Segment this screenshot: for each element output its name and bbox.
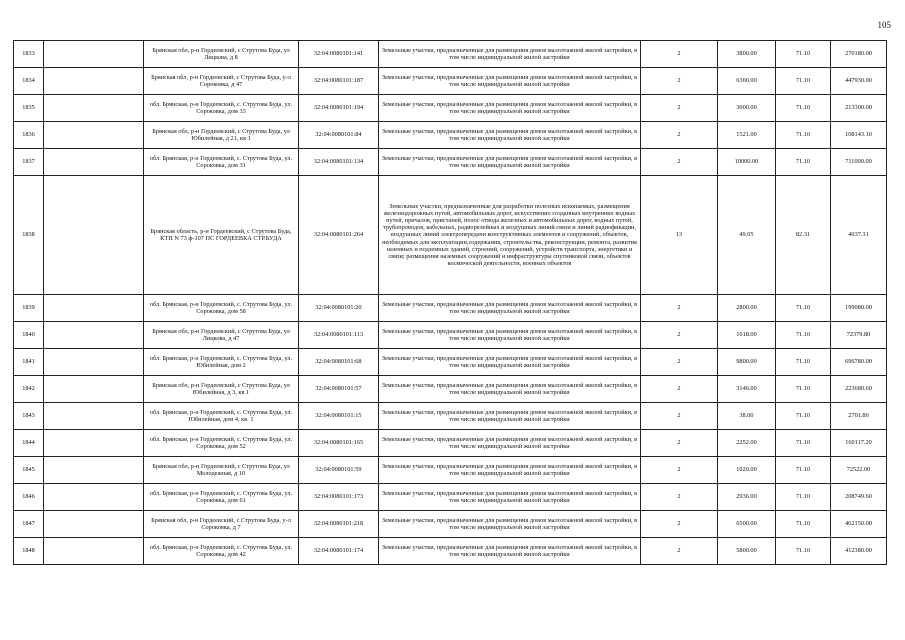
address-cell: обл. Брянская, р-н Гордеевский, с. Струтова Буда, ул. Сороковка, дом 58 xyxy=(144,295,299,322)
gap-cell xyxy=(44,403,144,430)
permitted-use-cell: Земельные участки, предназначенные для размещения домов малоэтажной жилой застройки, в том числе индивидуальной жилой застройки xyxy=(379,538,641,565)
cadastral-value-cell: 270180.00 xyxy=(831,41,887,68)
group-code-cell: 13 xyxy=(641,176,718,295)
permitted-use-cell: Земельные участки, предназначенные для размещения домов малоэтажной жилой застройки, в том числе индивидуальной жилой застройки xyxy=(379,149,641,176)
area-cell: 5800.00 xyxy=(718,538,776,565)
cadastral-value-cell: 711000.00 xyxy=(831,149,887,176)
row-number: 1843 xyxy=(14,403,44,430)
address-cell: обл. Брянская, р-н Гордеевский, с. Струтова Буда, ул. Сороковка, дом 31 xyxy=(144,149,299,176)
group-code-cell: 2 xyxy=(641,122,718,149)
permitted-use-cell: Земельные участки, предназначенные для размещения домов малоэтажной жилой застройки, в том числе индивидуальной жилой застройки xyxy=(379,349,641,376)
specific-value-cell: 71.10 xyxy=(776,484,831,511)
row-number: 1841 xyxy=(14,349,44,376)
row-number: 1834 xyxy=(14,68,44,95)
address-cell: Брянская обл, р-н Гордеевский, с Струтова Буда, у-л Сороковка, д 47 xyxy=(144,68,299,95)
gap-cell xyxy=(44,68,144,95)
permitted-use-cell: Земельные участки, предназначенные для размещения домов малоэтажной жилой застройки, в том числе индивидуальной жилой застройки xyxy=(379,403,641,430)
specific-value-cell: 71.10 xyxy=(776,41,831,68)
cadastral-number-cell: 32:04:0080101:84 xyxy=(299,122,379,149)
gap-cell xyxy=(44,538,144,565)
group-code-cell: 2 xyxy=(641,457,718,484)
table-row xyxy=(14,430,887,457)
row-number: 1842 xyxy=(14,376,44,403)
area-cell: 10000.00 xyxy=(718,149,776,176)
gap-cell xyxy=(44,295,144,322)
specific-value-cell: 71.10 xyxy=(776,122,831,149)
area-cell: 2252.00 xyxy=(718,430,776,457)
row-number: 1836 xyxy=(14,122,44,149)
cadastral-value-cell: 412380.00 xyxy=(831,538,887,565)
specific-value-cell: 71.10 xyxy=(776,457,831,484)
table-row xyxy=(14,295,887,322)
permitted-use-cell: Земельные участки, предназначенные для размещения домов малоэтажной жилой застройки, в том числе индивидуальной жилой застройки xyxy=(379,511,641,538)
row-number: 1846 xyxy=(14,484,44,511)
address-cell: Брянская обл, р-н Гордеевский, с Струтова Буда, ул Лицкова, д 8 xyxy=(144,41,299,68)
cadastral-value-cell: 213300.00 xyxy=(831,95,887,122)
specific-value-cell: 71.10 xyxy=(776,511,831,538)
cadastral-number-cell: 32:04:0080101:141 xyxy=(299,41,379,68)
gap-cell xyxy=(44,95,144,122)
table-row xyxy=(14,538,887,565)
cadastral-value-cell: 696780.00 xyxy=(831,349,887,376)
group-code-cell: 2 xyxy=(641,403,718,430)
cadastral-number-cell: 32:04:0080101:59 xyxy=(299,457,379,484)
table-body xyxy=(14,41,887,565)
specific-value-cell: 71.10 xyxy=(776,149,831,176)
gap-cell xyxy=(44,349,144,376)
permitted-use-cell: Земельные участки, предназначенные для размещения домов малоэтажной жилой застройки, в том числе индивидуальной жилой застройки xyxy=(379,376,641,403)
group-code-cell: 2 xyxy=(641,149,718,176)
group-code-cell: 2 xyxy=(641,68,718,95)
specific-value-cell: 71.10 xyxy=(776,295,831,322)
permitted-use-cell: Земельные участки, предназначенные для размещения домов малоэтажной жилой застройки, в том числе индивидуальной жилой застройки xyxy=(379,484,641,511)
cadastral-number-cell: 32:04:0080101:68 xyxy=(299,349,379,376)
group-code-cell: 2 xyxy=(641,95,718,122)
address-cell: Брянская обл, р-н Гордеевский, с Струтова Буда, ул Юбилейная, д 3, кв 1 xyxy=(144,376,299,403)
row-number: 1835 xyxy=(14,95,44,122)
cadastral-number-cell: 32:04:0080101:165 xyxy=(299,430,379,457)
row-number: 1847 xyxy=(14,511,44,538)
area-cell: 3146.00 xyxy=(718,376,776,403)
cadastral-number-cell: 32:04:0080101:173 xyxy=(299,484,379,511)
cadastral-number-cell: 32:04:0080101:15 xyxy=(299,403,379,430)
cadastral-value-cell: 108143.10 xyxy=(831,122,887,149)
specific-value-cell: 82.31 xyxy=(776,176,831,295)
address-cell: обл. Брянская, р-н Гордеевский, с. Струтова Буда, ул. Сороковка, дом 33 xyxy=(144,95,299,122)
group-code-cell: 2 xyxy=(641,538,718,565)
gap-cell xyxy=(44,484,144,511)
table-row xyxy=(14,176,887,295)
address-cell: обл. Брянская, р-н Гордеевский, с. Струтова Буда, ул. Юбилейная, дом 4, кв. 1 xyxy=(144,403,299,430)
gap-cell xyxy=(44,511,144,538)
table-row xyxy=(14,41,887,68)
gap-cell xyxy=(44,430,144,457)
cadastral-value-cell: 72379.80 xyxy=(831,322,887,349)
specific-value-cell: 71.10 xyxy=(776,538,831,565)
permitted-use-cell: Земельные участки, предназначенные для разработки полезных ископаемых, размещения железнодорожных путей, автомобильных дорог, искусственно созданных внутренних водных путей, причалов, пристаней, полос отвода железных и автомобильных дорог, водных путей, трубопроводов, кабельных, радиорелейных и воздушных линий связи и линий радиофикации, воздушных линий электропередачи конструктивных элементов и сооружений, объектов, необходимых для эксплуатации,содержания, строительства, реконструкции, ремонта, развития наземных и подземных зданий, строений, сооружений, устройств транспорта, энергетики и связи; размещения наземных сооружений и инфраструктуры спутниковой связи, объектов космической деятельности, военных объектов xyxy=(379,176,641,295)
address-cell: Брянская обл, р-н Гордеевский, с Струтова Буда, ул Лицкова, д 47 xyxy=(144,322,299,349)
gap-cell xyxy=(44,376,144,403)
address-cell: Брянская обл, р-н Гордеевский, с Струтова Буда, у-л Сороковка, д 7 xyxy=(144,511,299,538)
specific-value-cell: 71.10 xyxy=(776,95,831,122)
permitted-use-cell: Земельные участки, предназначенные для размещения домов малоэтажной жилой застройки, в том числе индивидуальной жилой застройки xyxy=(379,295,641,322)
group-code-cell: 2 xyxy=(641,511,718,538)
table-row xyxy=(14,349,887,376)
group-code-cell: 2 xyxy=(641,295,718,322)
address-cell: обл. Брянская, р-н Гордеевский, с. Струтова Буда, ул. Юбилейная, дом 2 xyxy=(144,349,299,376)
row-number: 1848 xyxy=(14,538,44,565)
area-cell: 1018.00 xyxy=(718,322,776,349)
specific-value-cell: 71.10 xyxy=(776,322,831,349)
gap-cell xyxy=(44,41,144,68)
gap-cell xyxy=(44,149,144,176)
cadastral-value-cell: 223680.60 xyxy=(831,376,887,403)
specific-value-cell: 71.10 xyxy=(776,376,831,403)
gap-cell xyxy=(44,322,144,349)
table-row xyxy=(14,95,887,122)
permitted-use-cell: Земельные участки, предназначенные для размещения домов малоэтажной жилой застройки, в том числе индивидуальной жилой застройки xyxy=(379,430,641,457)
address-cell: обл. Брянская, р-н Гордеевский, с. Струтова Буда, ул. Сороковка, дом 42 xyxy=(144,538,299,565)
table-row xyxy=(14,376,887,403)
area-cell: 49.05 xyxy=(718,176,776,295)
specific-value-cell: 71.10 xyxy=(776,68,831,95)
specific-value-cell: 71.10 xyxy=(776,349,831,376)
group-code-cell: 2 xyxy=(641,322,718,349)
address-cell: Брянская обл, р-н Гордеевский, с Струтова Буда, ул Юбилейная, д 21, кв 1 xyxy=(144,122,299,149)
area-cell: 2800.00 xyxy=(718,295,776,322)
area-cell: 1521.00 xyxy=(718,122,776,149)
table-row xyxy=(14,484,887,511)
row-number: 1838 xyxy=(14,176,44,295)
row-number: 1840 xyxy=(14,322,44,349)
row-number: 1837 xyxy=(14,149,44,176)
row-number: 1833 xyxy=(14,41,44,68)
gap-cell xyxy=(44,176,144,295)
permitted-use-cell: Земельные участки, предназначенные для размещения домов малоэтажной жилой застройки, в том числе индивидуальной жилой застройки xyxy=(379,41,641,68)
cadastral-value-cell: 208749.60 xyxy=(831,484,887,511)
table-row xyxy=(14,322,887,349)
area-cell: 3000.00 xyxy=(718,95,776,122)
group-code-cell: 2 xyxy=(641,430,718,457)
cadastral-number-cell: 32:04:0080101:218 xyxy=(299,511,379,538)
table-row xyxy=(14,68,887,95)
address-cell: обл. Брянская, р-н Гордеевский, с. Струтова Буда, ул. Сороковка, дом 52 xyxy=(144,430,299,457)
cadastral-value-cell: 447930.00 xyxy=(831,68,887,95)
group-code-cell: 2 xyxy=(641,376,718,403)
land-registry-table xyxy=(13,40,887,565)
cadastral-value-cell: 199080.00 xyxy=(831,295,887,322)
address-cell: Брянская обл, р-н Гордеевский, с Струтова Буда, ул Молодежная, д 10 xyxy=(144,457,299,484)
cadastral-number-cell: 32:04:0080101:57 xyxy=(299,376,379,403)
specific-value-cell: 71.10 xyxy=(776,403,831,430)
cadastral-number-cell: 32:04:0080101:20 xyxy=(299,295,379,322)
cadastral-number-cell: 32:04:0080101:194 xyxy=(299,95,379,122)
address-cell: обл. Брянская, р-н Гордеевский, с. Струтова Буда, ул. Сороковка, дом 61 xyxy=(144,484,299,511)
cadastral-value-cell: 160117.20 xyxy=(831,430,887,457)
area-cell: 38.00 xyxy=(718,403,776,430)
gap-cell xyxy=(44,457,144,484)
permitted-use-cell: Земельные участки, предназначенные для размещения домов малоэтажной жилой застройки, в том числе индивидуальной жилой застройки xyxy=(379,122,641,149)
row-number: 1845 xyxy=(14,457,44,484)
cadastral-number-cell: 32:04:0080101:264 xyxy=(299,176,379,295)
cadastral-number-cell: 32:04:0080101:134 xyxy=(299,149,379,176)
group-code-cell: 2 xyxy=(641,484,718,511)
permitted-use-cell: Земельные участки, предназначенные для размещения домов малоэтажной жилой застройки, в том числе индивидуальной жилой застройки xyxy=(379,322,641,349)
table-row xyxy=(14,457,887,484)
specific-value-cell: 71.10 xyxy=(776,430,831,457)
cadastral-value-cell: 2701.80 xyxy=(831,403,887,430)
address-cell: Брянская область, р-н Гордеевский, с Струтова Буда, КТП N 73 ф-107 ПС ГОРДЕЕВКА СТР.БУДА xyxy=(144,176,299,295)
area-cell: 9800.00 xyxy=(718,349,776,376)
gap-cell xyxy=(44,122,144,149)
cadastral-number-cell: 32:04:0080101:113 xyxy=(299,322,379,349)
area-cell: 6300.00 xyxy=(718,68,776,95)
permitted-use-cell: Земельные участки, предназначенные для размещения домов малоэтажной жилой застройки, в том числе индивидуальной жилой застройки xyxy=(379,457,641,484)
cadastral-value-cell: 4037.31 xyxy=(831,176,887,295)
permitted-use-cell: Земельные участки, предназначенные для размещения домов малоэтажной жилой застройки, в том числе индивидуальной жилой застройки xyxy=(379,68,641,95)
group-code-cell: 2 xyxy=(641,41,718,68)
area-cell: 3800.00 xyxy=(718,41,776,68)
table-row xyxy=(14,511,887,538)
table-row xyxy=(14,149,887,176)
page-number: 105 xyxy=(877,20,891,30)
permitted-use-cell: Земельные участки, предназначенные для размещения домов малоэтажной жилой застройки, в том числе индивидуальной жилой застройки xyxy=(379,95,641,122)
cadastral-value-cell: 462150.00 xyxy=(831,511,887,538)
cadastral-number-cell: 32:04:0080101:174 xyxy=(299,538,379,565)
area-cell: 6500.00 xyxy=(718,511,776,538)
area-cell: 2936.00 xyxy=(718,484,776,511)
cadastral-value-cell: 72522.00 xyxy=(831,457,887,484)
table-row xyxy=(14,122,887,149)
table-row xyxy=(14,403,887,430)
cadastral-number-cell: 32:04:0080101:187 xyxy=(299,68,379,95)
row-number: 1844 xyxy=(14,430,44,457)
group-code-cell: 2 xyxy=(641,349,718,376)
row-number: 1839 xyxy=(14,295,44,322)
area-cell: 1020.00 xyxy=(718,457,776,484)
